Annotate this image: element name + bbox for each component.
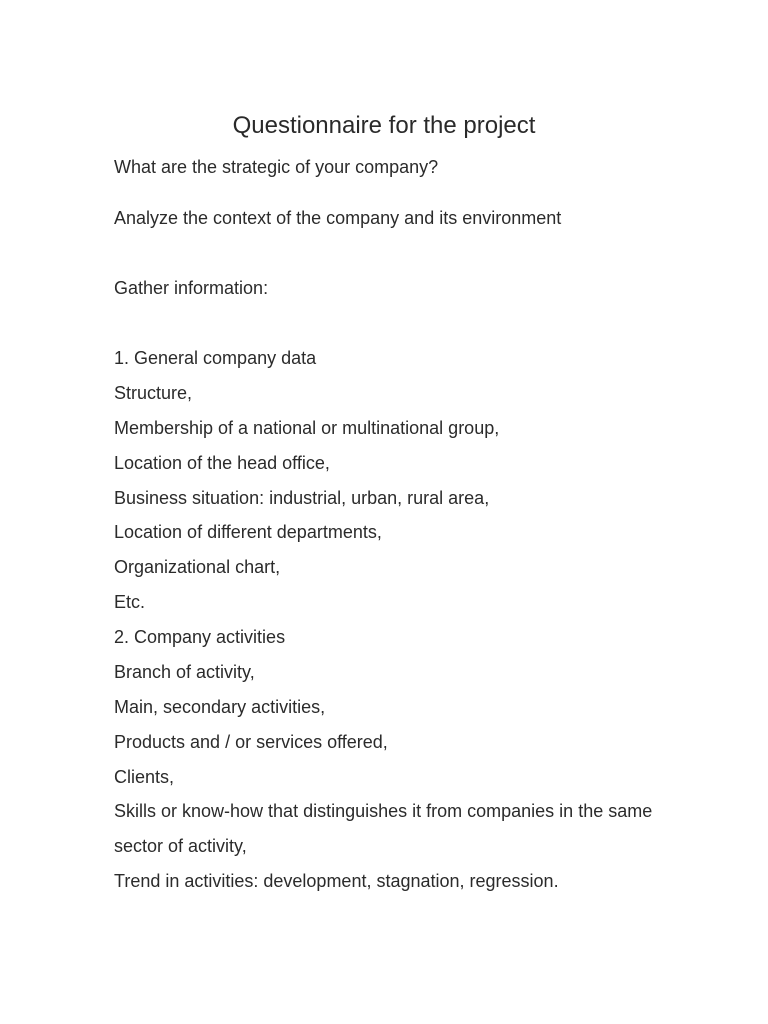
list-item: Skills or know-how that distinguishes it from companies in the same <box>114 801 653 821</box>
gather-information-heading: Gather information: <box>114 278 269 298</box>
strategic-question: What are the strategic of your company? <box>114 157 439 177</box>
list-item: Organizational chart, <box>114 557 281 577</box>
list-item: Products and / or services offered, <box>114 732 388 752</box>
list-item: Location of different departments, <box>114 522 382 542</box>
list-item: Etc. <box>114 592 146 612</box>
list-item: Clients, <box>114 767 175 787</box>
list-item: Branch of activity, <box>114 662 255 682</box>
list-item: Main, secondary activities, <box>114 697 326 717</box>
list-item-continuation: sector of activity, <box>114 836 247 856</box>
list-item: Location of the head office, <box>114 453 330 473</box>
list-item: Membership of a national or multinational group, <box>114 418 500 438</box>
section-heading-company-activities: 2. Company activities <box>114 627 286 647</box>
list-item: Trend in activities: development, stagnation, regression. <box>114 871 559 891</box>
list-item: Business situation: industrial, urban, rural area, <box>114 488 490 508</box>
document-title: Questionnaire for the project <box>232 112 536 139</box>
section-heading-general-data: 1. General company data <box>114 348 317 368</box>
list-item: Structure, <box>114 383 193 403</box>
analyze-instruction: Analyze the context of the company and its environment <box>114 208 562 228</box>
